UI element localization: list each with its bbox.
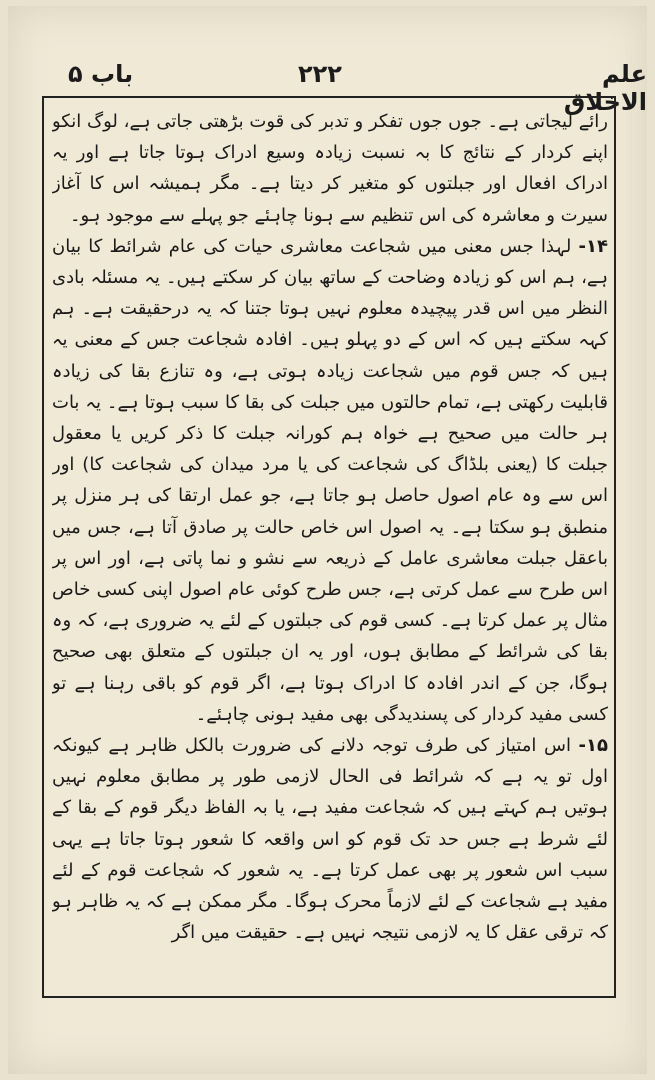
paragraph-14 (52, 231, 608, 730)
page-number: ۲۲۲ (298, 60, 342, 88)
running-title: علم الاخلاق (563, 60, 647, 116)
paragraph-number: ۱۴- (578, 235, 608, 257)
chapter-label: باب ۵ (68, 60, 134, 88)
page-header (8, 6, 647, 116)
paragraph-number: ۱۵- (578, 735, 608, 757)
paragraph-text: رائے لیجاتی ہے۔ جوں جوں تفکر و تدبر کی قوت بڑھتی جاتی ہے، لوگ انکو اپنے کردار کے نتائج کا بہ نسبت زیادہ وسیع ادراک ہوتا جاتا ہے اور یہ ادراک افعال اور جبلتوں کو متغیر کر دیتا ہے۔ مگر ہمیشہ اس کا آغاز سیرت و معاشرہ کی اس تنظیم سے ہونا چاہئے جو پہلے سے موجود ہو۔ (52, 111, 608, 226)
paragraph-15 (52, 730, 608, 948)
paragraph-text: اس امتیاز کی طرف توجہ دلانے کی ضرورت بالکل ظاہر ہے کیونکہ اول تو یہ ہے کہ شرائط فی الحال لازمی طور پر مطابق معلوم نہیں ہوتیں ہم کہتے ہیں کہ شجاعت مفید ہے، یا بہ الفاظ دیگر قوم کے بقا کے لئے شرط ہے جس حد تک قوم کو اس واقعہ کا شعور ہوتا جاتا ہے یہی سبب اس شعور پر بھی عمل کرتا ہے۔ یہ شعور کہ شجاعت قوم کے لئے مفید ہے شجاعت کے لئے لازماً محرک ہوگا۔ مگر ممکن ہے کہ یہ ظاہر ہو کہ ترقی عقل کا یہ لازمی نتیجہ نہیں ہے۔ حقیقت میں اگر (52, 735, 608, 944)
paragraph-text: لہذا جس معنی میں شجاعت معاشری حیات کی عام شرائط کا بیان ہے، ہم اس کو زیادہ وضاحت کے ساتھ بیان کر سکتے ہیں۔ یہ مسئلہ بادی النظر میں اس قدر پیچیدہ معلوم نہیں ہوتا جتنا کہ یہ درحقیقت ہے۔ ہم کہہ سکتے ہیں کہ اس کے دو پہلو ہیں۔ افادہ شجاعت جس کے معنی یہ ہیں کہ جس قوم میں شجاعت زیادہ ہوتی ہے، وہ تنازع بقا کی زیادہ قابلیت رکھتی ہے، تمام حالتوں میں جبلت کی بقا کا سبب ہوتا ہے۔ یہ بات ہر حالت میں صحیح ہے خواہ ہم کورانہ جبلت کا ذکر کریں یا معقول جبلت کا (یعنی بلڈاگ کی شجاعت کی یا مرد میدان کی شجاعت کا) اور اس سے وہ عام اصول حاصل ہو جاتا ہے، جو عمل ارتقا کی ہر منزل پر منطبق ہو سکتا ہے۔ یہ اصول اس خاص حالت پر صادق آتا ہے، جس میں باعقل جبلت معاشری عامل کے ذریعہ سے نشو و نما پاتی ہے، اور اس پر اس طرح سے عمل کرتی ہے، جس طرح کوئی عام اصول اپنی کسی خاص مثال پر عمل کرتا ہے۔ کسی قوم کی جبلتوں کے لئے یہ ضروری ہے، کہ وہ بقا کی شرائط کے مطابق ہوں، اور یہ ان جبلتوں کے متعلق بھی صحیح ہوگا، جن کے اندر افادہ کا ادراک ہوتا ہے، اگر قوم کو باقی رہنا ہے تو کسی مفید کردار کی پسندیدگی بھی مفید ہونی چاہئے۔ (52, 235, 608, 725)
paragraph-intro (52, 106, 608, 231)
body-text (52, 106, 608, 992)
